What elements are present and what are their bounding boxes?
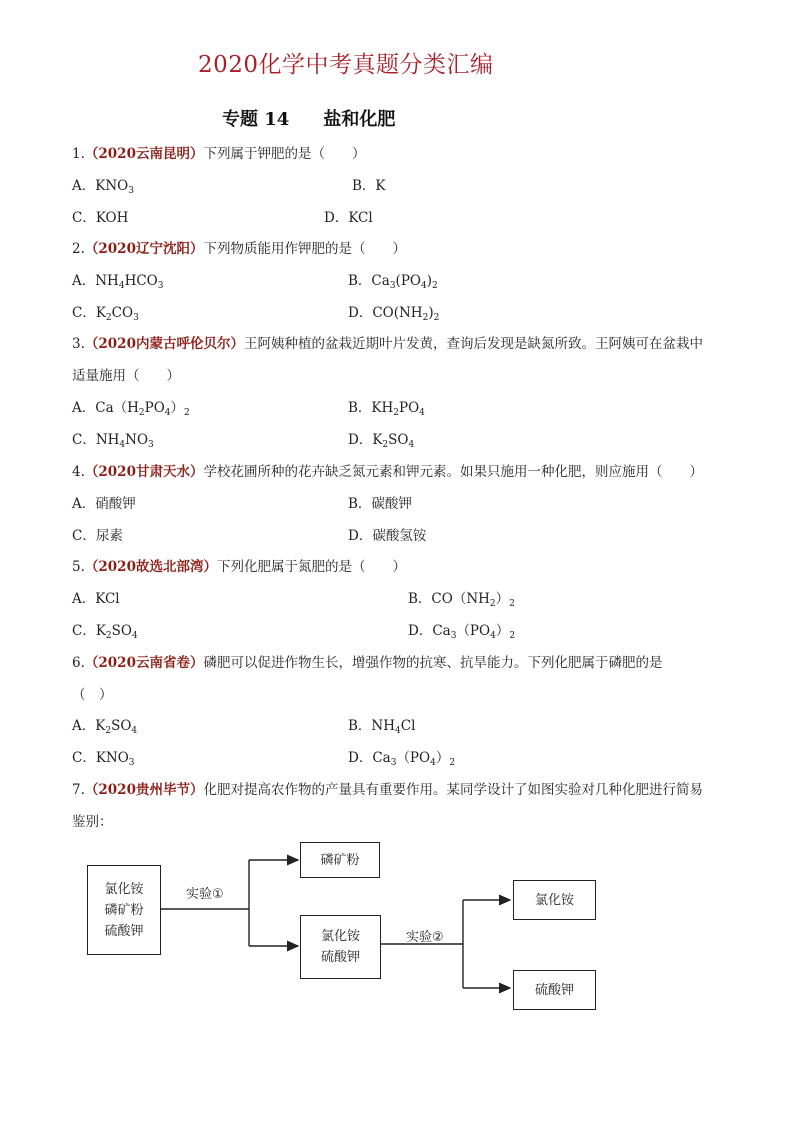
question-stem: 下列化肥属于氮肥的是（ ） <box>216 559 406 575</box>
option-a: A．KCl <box>72 591 120 607</box>
subject-number: 专题 14 <box>222 109 290 130</box>
mid-item: 硫酸钾 <box>320 950 360 965</box>
question-stem: 王阿姨种植的盆栽近期叶片发黄，查询后发现是缺氮所致。王阿姨可在盆栽中 <box>243 336 703 352</box>
option-c: C．尿素 <box>72 528 123 544</box>
result-box-3 <box>513 970 596 1010</box>
question-number: 4. <box>72 464 85 480</box>
option-a: A．$NH_4HCO_3$ <box>72 273 164 291</box>
option-b: B．K <box>352 178 386 194</box>
option-d: D．KCl <box>324 210 373 226</box>
result-box-1 <box>300 842 380 878</box>
option-d: D．$K_2SO_4$ <box>348 432 415 450</box>
result-box-2 <box>513 880 596 920</box>
option-c: C．KOH <box>72 210 129 226</box>
experiment-2-label: 实验② <box>406 930 444 945</box>
option-d: D．碳酸氢铵 <box>348 528 427 544</box>
question-stem: 下列物质能用作钾肥的是（ ） <box>203 241 406 257</box>
question-number: 2. <box>72 241 85 257</box>
option-c: C．$NH_4NO_3$ <box>72 432 154 450</box>
start-item: 硫酸钾 <box>104 923 144 939</box>
question-number: 5. <box>72 559 85 575</box>
option-a: A．硝酸钾 <box>72 496 136 512</box>
question-source: （2020甘肃天水） <box>84 464 204 480</box>
option-c: C．$K_2CO_3$ <box>72 305 139 323</box>
option-d: D．$Ca_3(PO_4)_2$ <box>348 750 456 768</box>
question-stem: 学校花圃所种的花卉缺乏氮元素和钾元素。如果只施用一种化肥，则应施用（ ） <box>203 464 703 480</box>
option-b: B．$NH_4Cl$ <box>348 718 416 736</box>
question-stem: 下列属于钾肥的是（ ） <box>203 146 366 162</box>
question-stem: 磷肥可以促进作物生长，增强作物的抗寒、抗旱能力。下列化肥属于磷肥的是 <box>203 655 663 671</box>
result-label: 氯化铵 <box>534 892 574 908</box>
option-b: B．$Ca_3(PO_4)_2$ <box>348 273 438 291</box>
question-6-cont: （ ） <box>72 687 113 703</box>
start-item: 磷矿粉 <box>104 902 144 918</box>
option-d: D．$CO(NH_2)_2$ <box>348 305 440 323</box>
option-d: D．$Ca_3(PO_4)_2$ <box>408 623 516 641</box>
question-number: 3. <box>72 336 85 352</box>
question-number: 7. <box>72 782 85 798</box>
option-b: B．$KH_2PO_4$ <box>348 400 425 418</box>
question-stem: 化肥对提高农作物的产量具有重要作用。某同学设计了如图实验对几种化肥进行简易 <box>203 782 703 798</box>
question-7-cont: 鉴别： <box>72 814 113 830</box>
question-source: （2020贵州毕节） <box>84 782 204 798</box>
mid-item: 氯化铵 <box>320 929 360 944</box>
option-b: B．碳酸钾 <box>348 496 412 512</box>
option-c: C．$KNO_3$ <box>72 750 135 768</box>
question-source: （2020云南昆明） <box>84 146 204 162</box>
mid-box <box>300 915 381 979</box>
question-source: （2020辽宁沈阳） <box>84 241 204 257</box>
result-label: 硫酸钾 <box>534 982 574 998</box>
result-label: 磷矿粉 <box>320 852 360 868</box>
option-a: A．$Ca(H_2PO_4)_2$ <box>72 400 190 418</box>
subject-topic: 盐和化肥 <box>323 109 396 130</box>
option-a: A．$KNO_3$ <box>72 178 134 196</box>
option-b: B．$CO(NH_2)_2$ <box>408 591 515 609</box>
question-number: 6. <box>72 655 85 671</box>
question-source: （2020云南省卷） <box>84 655 204 671</box>
option-c: C．$K_2SO_4$ <box>72 623 138 641</box>
question-number: 1. <box>72 146 85 162</box>
question-3-cont: 适量施用（ ） <box>72 368 180 384</box>
question-source: （2020内蒙古呼伦贝尔） <box>84 336 244 352</box>
start-item: 氯化铵 <box>104 881 144 897</box>
document-header: 2020化学中考真题分类汇编 <box>198 52 494 78</box>
question-source: （2020故选北部湾） <box>84 559 217 575</box>
start-box <box>87 865 161 955</box>
option-a: A．$K_2SO_4$ <box>72 718 138 736</box>
experiment-1-label: 实验① <box>186 887 224 902</box>
